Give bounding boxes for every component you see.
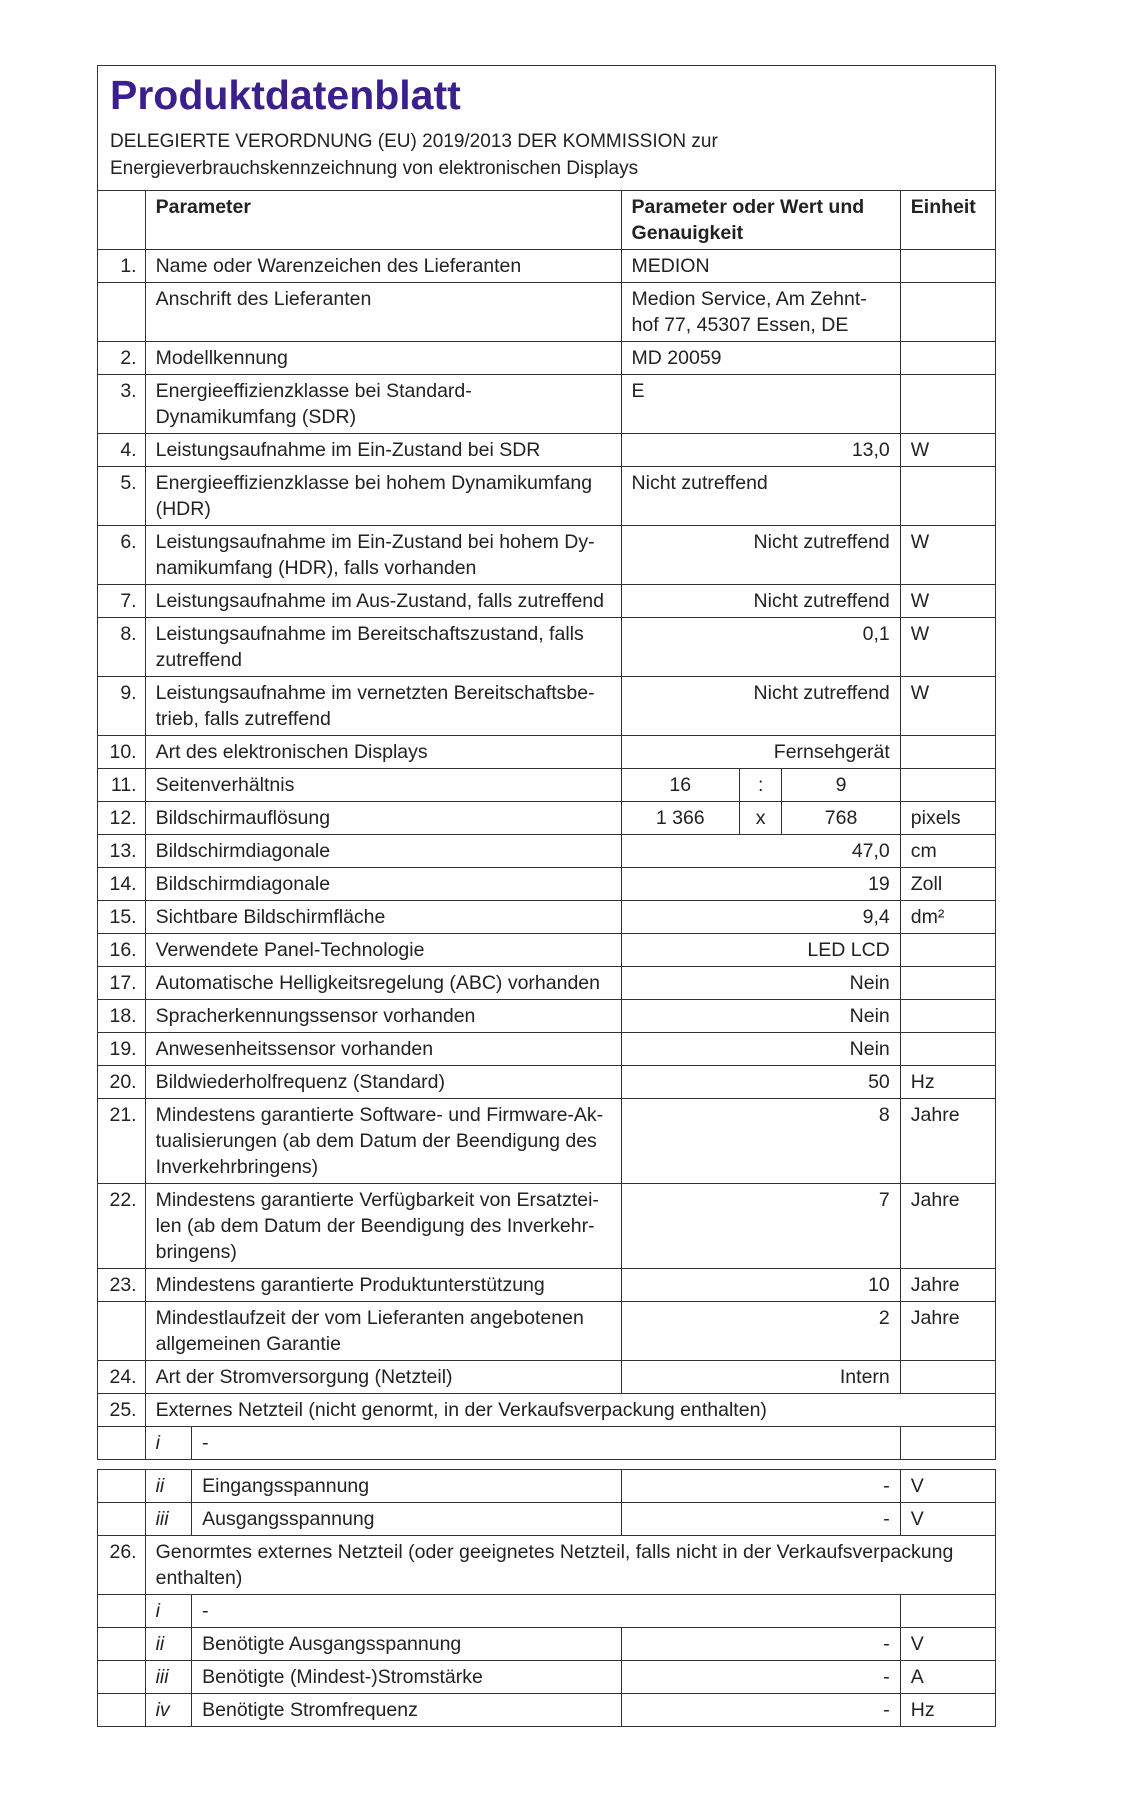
col-number-header	[98, 191, 146, 250]
table-gap	[98, 1460, 996, 1470]
table-row	[98, 677, 996, 736]
subrow-indent	[98, 1694, 146, 1727]
subrow	[98, 1595, 996, 1628]
row-parameter-label: Leistungsaufnahme im vernetzten Bereitschaftsbe-trieb, falls zutreffend	[145, 677, 621, 736]
row-value: Medion Service, Am Zehnt-hof 77, 45307 Essen, DE	[621, 283, 900, 342]
row-parameter-label: Anschrift des Lieferanten	[145, 283, 621, 342]
row-value: LED LCD	[621, 934, 900, 967]
row-parameter-label: Bildschirmdiagonale	[145, 868, 621, 901]
row-parameter-label: Bildschirmdiagonale	[145, 835, 621, 868]
row-unit	[900, 375, 995, 434]
row-number: 17.	[98, 967, 146, 1000]
row-value: MD 20059	[621, 342, 900, 375]
subrow-value: -	[621, 1628, 900, 1661]
row-unit	[900, 1000, 995, 1033]
subrow-label: Ausgangsspannung	[192, 1503, 621, 1536]
table-row	[98, 901, 996, 934]
row-unit	[900, 342, 995, 375]
row-value: 9,4	[621, 901, 900, 934]
row-unit: W	[900, 434, 995, 467]
row-parameter-label: Mindestens garantierte Produktunterstützung	[145, 1269, 621, 1302]
table-row	[98, 736, 996, 769]
row-parameter-label: Leistungsaufnahme im Aus-Zustand, falls zutreffend	[145, 585, 621, 618]
table-row	[98, 1066, 996, 1099]
col-parameter-header: Parameter	[145, 191, 621, 250]
row-number: 8.	[98, 618, 146, 677]
table-row	[98, 1269, 996, 1302]
table-row	[98, 375, 996, 434]
subrow-label: Benötigte Ausgangsspannung	[192, 1628, 621, 1661]
subrow	[98, 1661, 996, 1694]
table-row	[98, 769, 996, 802]
subrow-roman: iii	[145, 1503, 192, 1536]
row-value: Nicht zutreffend	[621, 526, 900, 585]
row-value: 13,0	[621, 434, 900, 467]
row-unit: Jahre	[900, 1269, 995, 1302]
row-number: 16.	[98, 934, 146, 967]
row-parameter-label: Anwesenheitssensor vorhanden	[145, 1033, 621, 1066]
row-number: 24.	[98, 1361, 146, 1394]
row-number: 14.	[98, 868, 146, 901]
row-value: 50	[621, 1066, 900, 1099]
row-value: 0,1	[621, 618, 900, 677]
row-unit: W	[900, 677, 995, 736]
subrow	[98, 1470, 996, 1503]
row-unit: W	[900, 585, 995, 618]
subrow-label: Eingangsspannung	[192, 1470, 621, 1503]
row-number: 1.	[98, 250, 146, 283]
row-unit	[900, 250, 995, 283]
row-value-separator: :	[740, 769, 782, 802]
row-value-a: 1 366	[621, 802, 739, 835]
row-value-a: 16	[621, 769, 739, 802]
row-number: 4.	[98, 434, 146, 467]
row-number: 20.	[98, 1066, 146, 1099]
subrow-unit: Hz	[900, 1694, 995, 1727]
subrow-indent	[98, 1628, 146, 1661]
row-number: 6.	[98, 526, 146, 585]
row-value-b: 9	[782, 769, 900, 802]
row-value: Nein	[621, 967, 900, 1000]
subrow-label: -	[192, 1595, 901, 1628]
parameter-table	[97, 190, 996, 1727]
row-value: 7	[621, 1184, 900, 1269]
subrow-roman: iv	[145, 1694, 192, 1727]
row-parameter-label: Leistungsaufnahme im Ein-Zustand bei SDR	[145, 434, 621, 467]
row-number	[98, 1302, 146, 1361]
subrow-indent	[98, 1427, 146, 1460]
table-row	[98, 802, 996, 835]
subrow-roman: i	[145, 1595, 192, 1628]
subrow-roman: i	[145, 1427, 192, 1460]
row-unit: Jahre	[900, 1099, 995, 1184]
row-number: 22.	[98, 1184, 146, 1269]
row-unit	[900, 736, 995, 769]
row-value: 19	[621, 868, 900, 901]
row-parameter-label: Art des elektronischen Displays	[145, 736, 621, 769]
row-parameter-label: Sichtbare Bildschirmfläche	[145, 901, 621, 934]
subrow-unit	[900, 1595, 995, 1628]
row-number: 12.	[98, 802, 146, 835]
table-row	[98, 835, 996, 868]
row-parameter-label: Energieeffizienzklasse bei hohem Dynamikumfang (HDR)	[145, 467, 621, 526]
row-number: 9.	[98, 677, 146, 736]
row-parameter-label: Art der Stromversorgung (Netzteil)	[145, 1361, 621, 1394]
row-value: Nein	[621, 1000, 900, 1033]
row-number	[98, 283, 146, 342]
regulation-line-2: Energieverbrauchskennzeichnung von elektronischen Displays	[110, 158, 639, 179]
row-unit	[900, 1033, 995, 1066]
regulation-line-1: DELEGIERTE VERORDNUNG (EU) 2019/2013 DER KOMMISSION zur	[110, 131, 718, 152]
row-value: Nein	[621, 1033, 900, 1066]
row-unit: cm	[900, 835, 995, 868]
row-parameter-label: Mindestens garantierte Verfügbarkeit von Ersatztei-len (ab dem Datum der Beendigung des Inverkehr-bringens)	[145, 1184, 621, 1269]
row-number: 7.	[98, 585, 146, 618]
row-parameter-label: Verwendete Panel-Technologie	[145, 934, 621, 967]
subrow-indent	[98, 1470, 146, 1503]
section-25-label: Externes Netzteil (nicht genormt, in der Verkaufsverpackung enthalten)	[145, 1394, 995, 1427]
row-number: 5.	[98, 467, 146, 526]
table-row	[98, 1184, 996, 1269]
row-parameter-label: Energieeffizienzklasse bei Standard-Dynamikumfang (SDR)	[145, 375, 621, 434]
row-number: 3.	[98, 375, 146, 434]
table-row	[98, 1000, 996, 1033]
row-unit	[900, 283, 995, 342]
subrow-roman: ii	[145, 1628, 192, 1661]
table-row	[98, 618, 996, 677]
subrow-unit: A	[900, 1661, 995, 1694]
subrow-unit: V	[900, 1503, 995, 1536]
row-number: 21.	[98, 1099, 146, 1184]
row-number: 11.	[98, 769, 146, 802]
subrow	[98, 1694, 996, 1727]
subrow-unit	[900, 1427, 995, 1460]
row-value-separator: x	[740, 802, 782, 835]
row-parameter-label: Automatische Helligkeitsregelung (ABC) vorhanden	[145, 967, 621, 1000]
col-unit-header: Einheit	[900, 191, 995, 250]
product-data-sheet	[97, 65, 996, 1727]
subrow-value: -	[621, 1694, 900, 1727]
gap-cell	[98, 1460, 996, 1470]
subrow	[98, 1628, 996, 1661]
subrow-roman: ii	[145, 1470, 192, 1503]
section-26-label: Genormtes externes Netzteil (oder geeignetes Netzteil, falls nicht in der Verkaufsverpackung enthalten)	[145, 1536, 995, 1595]
row-unit	[900, 769, 995, 802]
col-value-header: Parameter oder Wert und Genauigkeit	[621, 191, 900, 250]
row-parameter-label: Leistungsaufnahme im Bereitschaftszustand, falls zutreffend	[145, 618, 621, 677]
row-parameter-label: Bildschirmauflösung	[145, 802, 621, 835]
page-title: Produktdatenblatt	[110, 72, 461, 118]
row-value: 47,0	[621, 835, 900, 868]
row-unit	[900, 1361, 995, 1394]
row-value: Nicht zutreffend	[621, 677, 900, 736]
table-row	[98, 934, 996, 967]
table-body	[98, 250, 996, 1727]
row-unit	[900, 967, 995, 1000]
row-parameter-label: Leistungsaufnahme im Ein-Zustand bei hohem Dy-namikumfang (HDR), falls vorhanden	[145, 526, 621, 585]
subrow-indent	[98, 1503, 146, 1536]
row-parameter-label: Modellkennung	[145, 342, 621, 375]
row-parameter-label: Seitenverhältnis	[145, 769, 621, 802]
row-value: MEDION	[621, 250, 900, 283]
row-parameter-label: Bildwiederholfrequenz (Standard)	[145, 1066, 621, 1099]
row-value: 10	[621, 1269, 900, 1302]
row-parameter-label: Spracherkennungssensor vorhanden	[145, 1000, 621, 1033]
table-row	[98, 1361, 996, 1394]
subrow-roman: iii	[145, 1661, 192, 1694]
table-row	[98, 283, 996, 342]
row-value-b: 768	[782, 802, 900, 835]
subrow-indent	[98, 1661, 146, 1694]
table-header-row	[98, 191, 996, 250]
row-number: 13.	[98, 835, 146, 868]
row-value: Nicht zutreffend	[621, 585, 900, 618]
row-unit: W	[900, 618, 995, 677]
table-row	[98, 1033, 996, 1066]
row-number: 26.	[98, 1536, 146, 1595]
row-unit: Jahre	[900, 1302, 995, 1361]
row-unit: W	[900, 526, 995, 585]
table-row	[98, 1302, 996, 1361]
row-unit: Jahre	[900, 1184, 995, 1269]
section-25-row	[98, 1394, 996, 1427]
table-row	[98, 342, 996, 375]
table-row	[98, 467, 996, 526]
row-value: Nicht zutreffend	[621, 467, 900, 526]
subrow-unit: V	[900, 1628, 995, 1661]
row-number: 23.	[98, 1269, 146, 1302]
row-unit	[900, 934, 995, 967]
row-unit: dm²	[900, 901, 995, 934]
subrow-unit: V	[900, 1470, 995, 1503]
row-number: 15.	[98, 901, 146, 934]
row-parameter-label: Mindestlaufzeit der vom Lieferanten angebotenen allgemeinen Garantie	[145, 1302, 621, 1361]
row-number: 10.	[98, 736, 146, 769]
subrow	[98, 1503, 996, 1536]
row-unit: Hz	[900, 1066, 995, 1099]
table-row	[98, 434, 996, 467]
table-row	[98, 250, 996, 283]
table-row	[98, 1099, 996, 1184]
subrow-value: -	[621, 1470, 900, 1503]
section-26-row	[98, 1536, 996, 1595]
subrow	[98, 1427, 996, 1460]
sheet-header	[97, 65, 996, 190]
table-row	[98, 967, 996, 1000]
row-number: 25.	[98, 1394, 146, 1427]
row-unit: pixels	[900, 802, 995, 835]
row-value: 8	[621, 1099, 900, 1184]
subrow-label: Benötigte (Mindest-)Stromstärke	[192, 1661, 621, 1694]
row-number: 18.	[98, 1000, 146, 1033]
row-value: 2	[621, 1302, 900, 1361]
subrow-value: -	[621, 1503, 900, 1536]
subrow-value: -	[621, 1661, 900, 1694]
row-value: Intern	[621, 1361, 900, 1394]
subrow-label: -	[192, 1427, 901, 1460]
row-number: 2.	[98, 342, 146, 375]
row-unit	[900, 467, 995, 526]
subrow-indent	[98, 1595, 146, 1628]
row-value: Fernsehgerät	[621, 736, 900, 769]
subrow-label: Benötigte Stromfrequenz	[192, 1694, 621, 1727]
row-parameter-label: Mindestens garantierte Software- und Firmware-Ak-tualisierungen (ab dem Datum der Beendigung des Inverkehrbringens)	[145, 1099, 621, 1184]
table-row	[98, 585, 996, 618]
row-value: E	[621, 375, 900, 434]
row-unit: Zoll	[900, 868, 995, 901]
table-row	[98, 526, 996, 585]
table-row	[98, 868, 996, 901]
row-number: 19.	[98, 1033, 146, 1066]
row-parameter-label: Name oder Warenzeichen des Lieferanten	[145, 250, 621, 283]
